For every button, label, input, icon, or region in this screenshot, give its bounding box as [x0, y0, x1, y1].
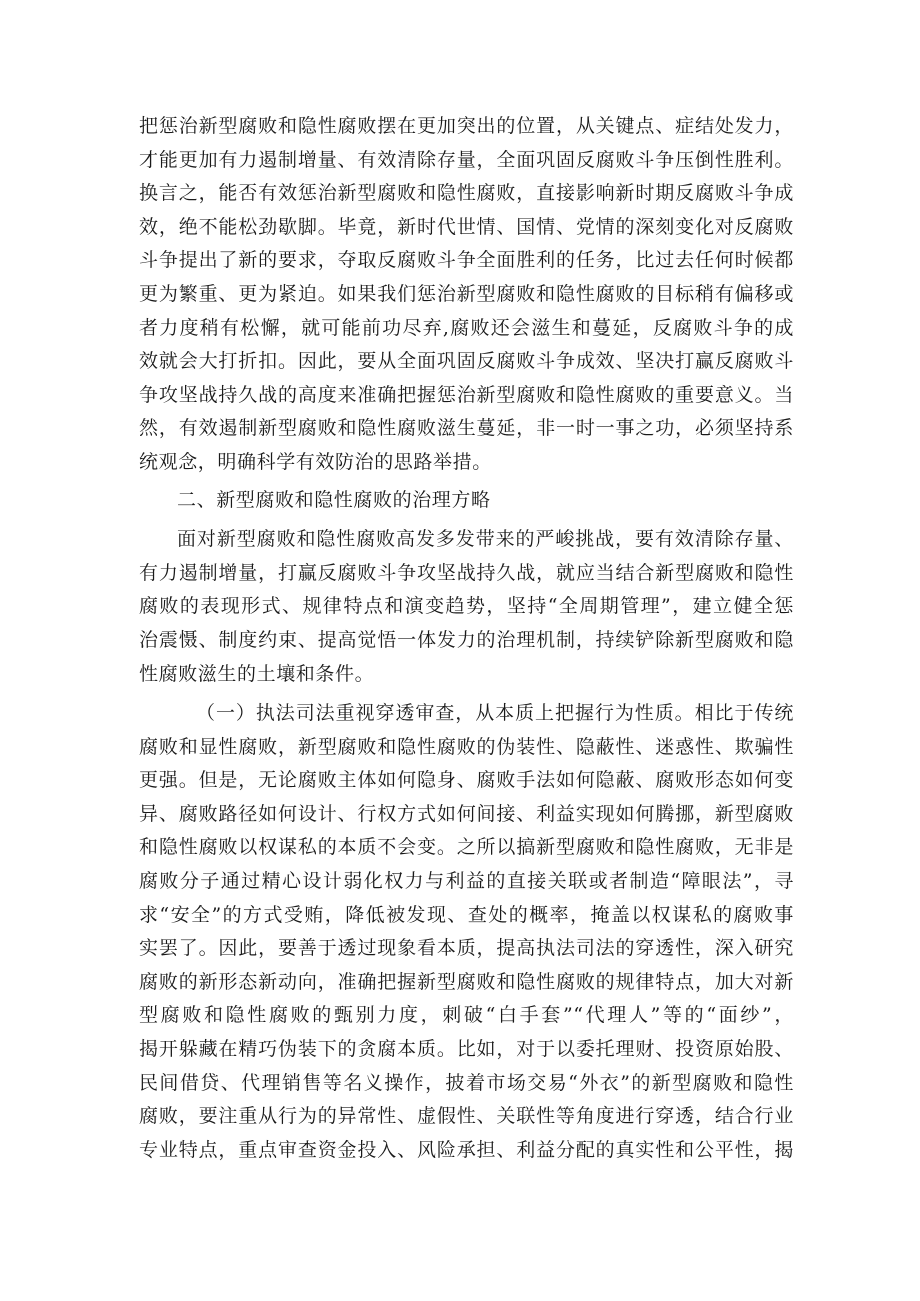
- significance-line: 换言之，能否有效惩治新型腐败和隐性腐败，直接影响新时期反腐败斗争成: [139, 182, 794, 205]
- penetrating-review-line: 更强。但是，无论腐败主体如何隐身、腐败手法如何隐蔽、腐败形态如何变: [139, 769, 794, 792]
- penetrating-review-line: 求“安全”的方式受贿，降低被发现、查处的概率，掩盖以权谋私的腐败事: [139, 903, 794, 926]
- significance-line: 把惩治新型腐败和隐性腐败摆在更加突出的位置，从关键点、症结处发力，: [139, 115, 794, 137]
- paragraph-governance-intro: [139, 523, 794, 691]
- significance-line: 争攻坚战持久战的高度来准确把握惩治新型腐败和隐性腐败的重要意义。当: [139, 383, 794, 406]
- penetrating-review-line: 异、腐败路径如何设计、行权方式如何间接、利益实现如何腾挪，新型腐败: [139, 802, 794, 825]
- penetrating-review-line: 腐败的新形态新动向，准确把握新型腐败和隐性腐败的规律特点，加大对新: [139, 970, 794, 993]
- paragraph-significance: [139, 110, 794, 480]
- penetrating-review-line: 揭开躲藏在精巧伪装下的贪腐本质。比如，对于以委托理财、投资原始股、: [139, 1038, 794, 1061]
- governance-intro-line: 性腐败滋生的土壤和条件。: [139, 662, 375, 685]
- governance-intro-line: 有力遏制增量，打赢反腐败斗争攻坚战持久战，就应当结合新型腐败和隐性: [139, 561, 794, 584]
- penetrating-review-line: 和隐性腐败以权谋私的本质不会变。之所以搞新型腐败和隐性腐败，无非是: [139, 836, 794, 859]
- significance-line: 然，有效遏制新型腐败和隐性腐败滋生蔓延，非一时一事之功，必须坚持系: [139, 417, 794, 440]
- significance-line: 效就会大打折扣。因此，要从全面巩固反腐败斗争成效、坚决打赢反腐败斗: [139, 350, 794, 373]
- governance-intro-line: 治震慑、制度约束、提高觉悟一体发力的治理机制，持续铲除新型腐败和隐: [139, 628, 794, 651]
- governance-intro-line: 腐败的表现形式、规律特点和演变趋势，坚持“全周期管理”，建立健全惩: [139, 595, 794, 618]
- significance-line: 斗争提出了新的要求，夺取反腐败斗争全面胜利的任务，比过去任何时候都: [139, 249, 794, 272]
- penetrating-review-line: 腐败和显性腐败，新型腐败和隐性腐败的伪装性、隐蔽性、迷惑性、欺骗性: [139, 735, 794, 758]
- significance-line: 才能更加有力遏制增量、有效清除存量，全面巩固反腐败斗争压倒性胜利。: [139, 148, 794, 171]
- significance-line: 者力度稍有松懈，就可能前功尽弃,腐败还会滋生和蔓延，反腐败斗争的成: [139, 316, 794, 339]
- penetrating-review-line: 腐败，要注重从行为的异常性、虚假性、关联性等角度进行穿透，结合行业: [139, 1105, 794, 1128]
- section-heading: 二、新型腐败和隐性腐败的治理方略: [177, 488, 491, 511]
- penetrating-review-line: 实罢了。因此，要善于透过现象看本质，提高执法司法的穿透性，深入研究: [139, 937, 794, 960]
- penetrating-review-line: （一）执法司法重视穿透审查，从本质上把握行为性质。相比于传统: [196, 702, 794, 725]
- penetrating-review-line: 型腐败和隐性腐败的甄别力度，刺破“白手套”“代理人”等的“面纱”，: [139, 1004, 794, 1027]
- governance-intro-line: 面对新型腐败和隐性腐败高发多发带来的严峻挑战，要有效清除存量、: [177, 528, 794, 551]
- significance-line: 统观念，明确科学有效防治的思路举措。: [139, 450, 492, 473]
- penetrating-review-line: 腐败分子通过精心设计弱化权力与利益的直接关联或者制造“障眼法”，寻: [139, 870, 794, 893]
- penetrating-review-line: 专业特点，重点审查资金投入、风险承担、利益分配的真实性和公平性，揭: [139, 1138, 794, 1161]
- penetrating-review-line: 民间借贷、代理销售等名义操作，披着市场交易“外衣”的新型腐败和隐性: [139, 1071, 794, 1094]
- document-page: [139, 110, 794, 1167]
- paragraph-penetrating-review: [139, 697, 794, 1167]
- significance-line: 更为繁重、更为紧迫。如果我们惩治新型腐败和隐性腐败的目标稍有偏移或: [139, 282, 794, 305]
- significance-line: 效，绝不能松劲歇脚。毕竟，新时代世情、国情、党情的深刻变化对反腐败: [139, 215, 794, 238]
